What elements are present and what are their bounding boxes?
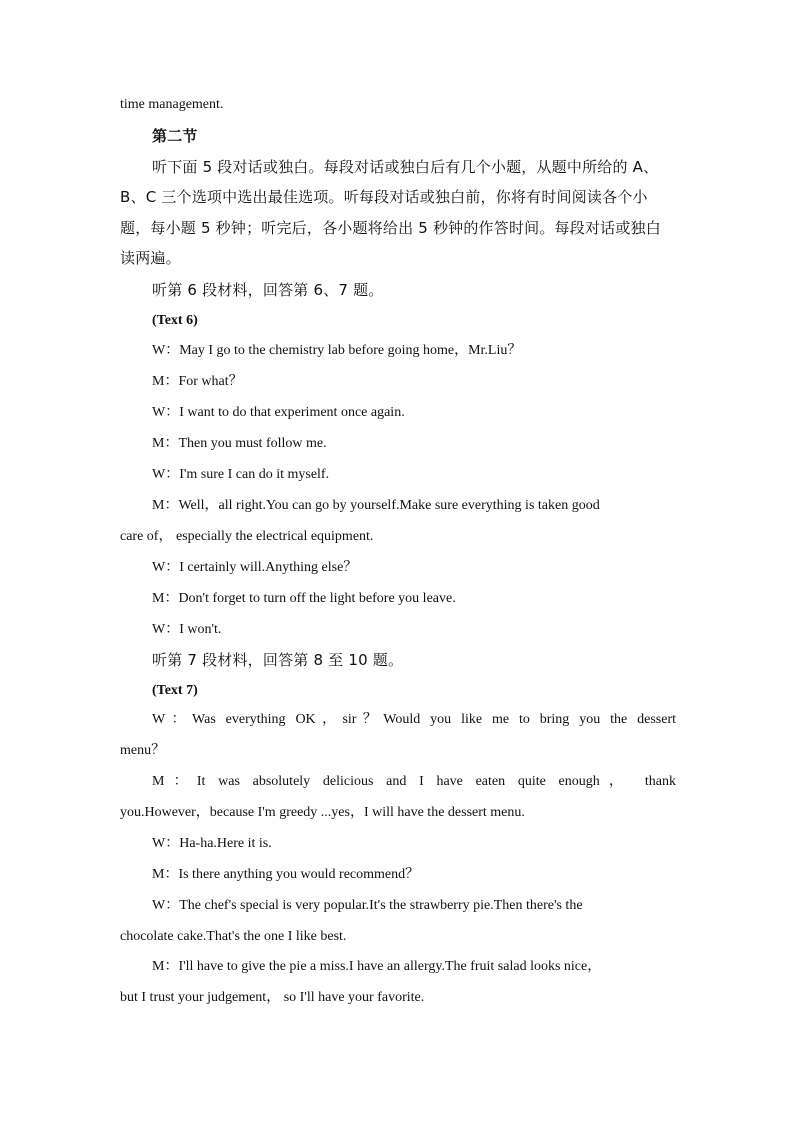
instruction-line: 听下面 5 段对话或独白。每段对话或独白后有几个小题，从题中所给的 A、	[152, 158, 659, 176]
dialogue-line: W：I won't.	[152, 622, 222, 637]
dialogue-line: W：The chef's special is very popular.It's the strawberry pie.Then there's the	[152, 898, 583, 913]
dialogue-line: W：Ha-ha.Here it is.	[152, 836, 272, 851]
dialogue-line: chocolate cake.That's the one I like best.	[120, 929, 347, 944]
dialogue-line: M：Don't forget to turn off the light before you leave.	[152, 591, 456, 606]
dialogue-line: M：Then you must follow me.	[152, 436, 327, 451]
dialogue-line: M：For what？	[152, 374, 243, 389]
dialogue-line: W：I'm sure I can do it myself.	[152, 467, 330, 482]
dialogue-line: but I trust your judgement， so I'll have your favorite.	[120, 990, 425, 1005]
dialogue-line: M：Well，all right.You can go by yourself.Make sure everything is taken good	[152, 498, 600, 513]
instruction-line: B、C 三个选项中选出最佳选项。听每段对话或独白前，你将有时间阅读各个小	[120, 188, 648, 206]
dialogue-line: W：I want to do that experiment once again.	[152, 405, 405, 420]
dialogue-line: you.However，because I'm greedy ...yes，I will have the dessert menu.	[120, 805, 525, 820]
section-heading: 第二节	[152, 127, 198, 145]
material-heading: 听第 7 段材料，回答第 8 至 10 题。	[152, 651, 404, 669]
material-heading: 听第 6 段材料，回答第 6、7 题。	[152, 281, 384, 299]
dialogue-line: menu？	[120, 743, 166, 758]
text-line: time management.	[120, 97, 224, 112]
dialogue-line: M：Is there anything you would recommend？	[152, 867, 420, 882]
dialogue-line: M：I'll have to give the pie a miss.I have an allergy.The fruit salad looks nice，	[152, 959, 602, 974]
dialogue-line: care of， especially the electrical equipment.	[120, 529, 374, 544]
dialogue-line: W：Was everything OK，sir？Would you like me to bring you the dessert	[152, 712, 676, 727]
instruction-line: 题，每小题 5 秒钟；听完后，各小题将给出 5 秒钟的作答时间。每段对话或独白	[120, 219, 661, 237]
dialogue-line: M：It was absolutely delicious and I have eaten quite enough， thank	[152, 774, 676, 789]
text-label: (Text 6)	[152, 313, 198, 328]
text-label: (Text 7)	[152, 683, 198, 698]
dialogue-line: W：May I go to the chemistry lab before going home，Mr.Liu？	[152, 343, 522, 358]
dialogue-line: W：I certainly will.Anything else？	[152, 560, 358, 575]
instruction-line: 读两遍。	[120, 249, 181, 267]
